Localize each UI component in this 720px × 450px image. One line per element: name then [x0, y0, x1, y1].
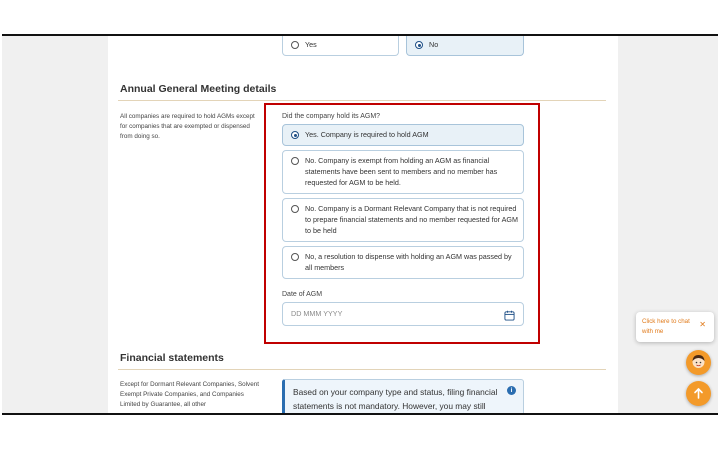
option-label: No. Company is exempt from holding an AGM as financial statements have been sent to members and no member has requested for AGM to be held.	[305, 156, 498, 187]
agm-section-title: Annual General Meeting details	[120, 83, 277, 95]
previous-option-yes[interactable]	[282, 36, 399, 56]
radio-yes[interactable]	[291, 41, 299, 49]
date-placeholder: DD MMM YYYY	[291, 309, 343, 318]
chat-prompt-bubble[interactable]	[636, 312, 714, 342]
financial-description: Except for Dormant Relevant Companies, Solvent Exempt Private Companies, and Companies Limited by Guarantee, all other	[120, 381, 259, 408]
option-label: No, a resolution to dispense with holding an AGM was passed by all members	[305, 252, 512, 272]
option-label: Yes	[305, 40, 317, 49]
agm-description: All companies are required to hold AGMs except for companies that are exempted or dispensed from doing so.	[120, 113, 255, 140]
section-divider	[118, 369, 606, 370]
info-icon[interactable]: i	[507, 386, 516, 395]
radio-no[interactable]	[415, 41, 423, 49]
section-divider	[118, 100, 606, 101]
financial-info-text: Based on your company type and status, filing financial statements is not mandatory. However, you may still	[293, 387, 498, 411]
previous-option-no[interactable]	[406, 36, 524, 56]
financial-section-title: Financial statements	[120, 352, 224, 364]
option-label: Yes. Company is required to hold AGM	[305, 130, 429, 139]
highlight-box	[264, 103, 540, 344]
arrow-up-icon[interactable]	[686, 381, 711, 406]
option-label: No	[429, 40, 439, 49]
financial-info-box	[282, 379, 524, 415]
option-label: No. Company is a Dormant Relevant Company that is not required to prepare financial statements and no member requested for AGM to be held	[305, 204, 518, 235]
agm-question: Did the company hold its AGM?	[282, 113, 381, 120]
chat-avatar-icon[interactable]	[686, 350, 711, 375]
close-icon[interactable]: ✕	[699, 320, 706, 329]
browser-viewport	[2, 34, 718, 415]
date-of-agm-label: Date of AGM	[282, 291, 323, 298]
chat-prompt-text: Click here to chat with me	[642, 318, 690, 335]
